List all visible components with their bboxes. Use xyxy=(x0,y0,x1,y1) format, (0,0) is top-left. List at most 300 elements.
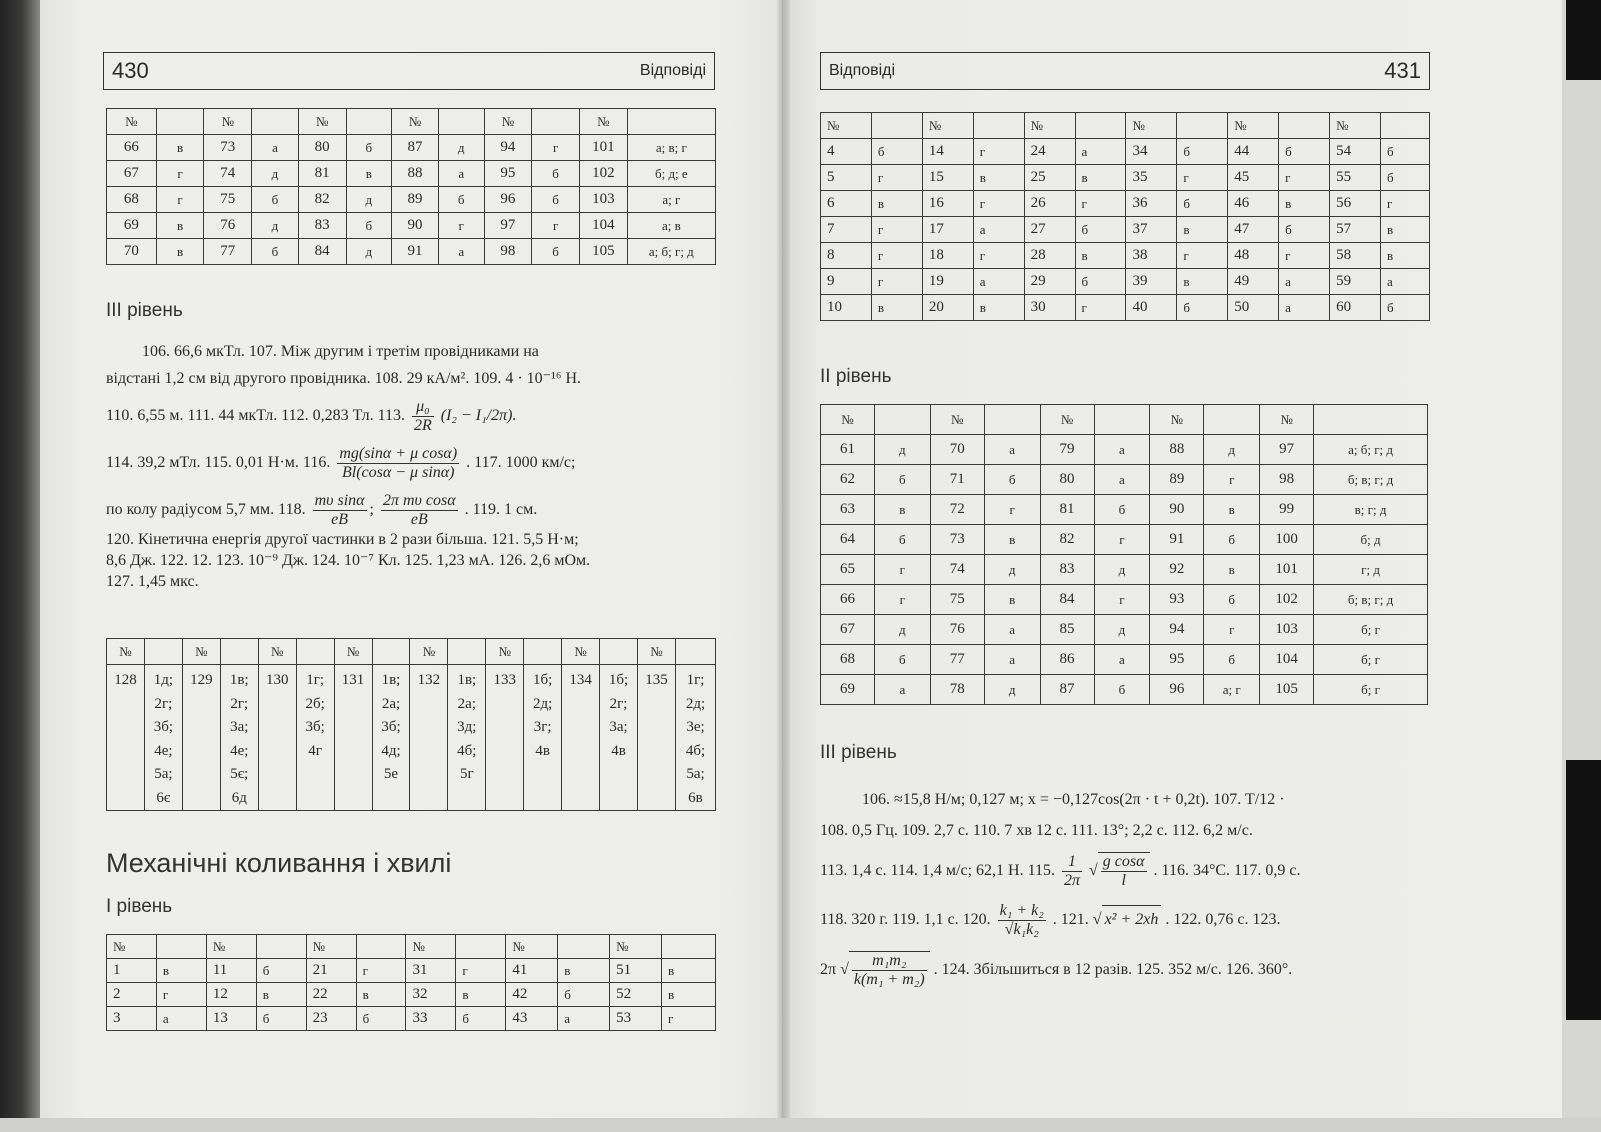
match-entry: 5г xyxy=(460,766,474,782)
match-entry: 5а; xyxy=(686,766,705,782)
table-cell: 97 xyxy=(1260,435,1314,465)
table-cell: 100 xyxy=(1260,525,1314,555)
answers-table-matching xyxy=(106,638,716,811)
table-cell: 87 xyxy=(1040,675,1094,705)
formula-denominator: 2R xyxy=(413,417,432,434)
table-row xyxy=(821,139,1430,165)
table-cell: 1 xyxy=(107,959,157,983)
table-cell: г xyxy=(1177,243,1228,269)
table-cell xyxy=(256,935,306,959)
table-cell: 94 xyxy=(1150,615,1204,645)
table-cell: 132 xyxy=(410,665,448,811)
table-cell xyxy=(438,109,484,135)
table-cell: г xyxy=(156,983,206,1007)
table-cell: в xyxy=(874,495,930,525)
table-cell: г xyxy=(1279,165,1330,191)
table-cell: № xyxy=(107,109,157,135)
table-cell: 52 xyxy=(610,983,662,1007)
table-cell: 84 xyxy=(298,239,346,265)
table-cell: г xyxy=(973,243,1024,269)
table-cell: 70 xyxy=(930,435,984,465)
table-cell xyxy=(524,639,562,665)
table-cell: 68 xyxy=(821,645,875,675)
table-cell: 102 xyxy=(1260,585,1314,615)
match-entry: 2д; xyxy=(685,695,706,712)
table-cell: 49 xyxy=(1228,269,1279,295)
table-cell: 48 xyxy=(1228,243,1279,269)
table-header-row xyxy=(821,113,1430,139)
table-cell: б xyxy=(1380,139,1429,165)
table-cell xyxy=(220,639,258,665)
table-row xyxy=(821,495,1428,525)
table-cell: 65 xyxy=(821,555,875,585)
table-cell: 14 xyxy=(922,139,973,165)
table-cell: 82 xyxy=(1040,525,1094,555)
table-cell: 133 xyxy=(486,665,524,811)
match-entry: 6д xyxy=(231,789,247,806)
table-cell: 135 xyxy=(638,665,676,811)
table-cell xyxy=(532,109,580,135)
table-row xyxy=(107,983,716,1007)
table-cell: д xyxy=(984,555,1040,585)
table-cell: № xyxy=(204,109,252,135)
table-cell: б xyxy=(1177,295,1228,321)
table-cell xyxy=(346,109,392,135)
table-cell: г xyxy=(1075,295,1126,321)
table-cell: 33 xyxy=(406,1007,456,1031)
match-entry: 2г; xyxy=(609,695,628,712)
table-cell: в xyxy=(984,525,1040,555)
table-cell: 73 xyxy=(930,525,984,555)
table-cell: в xyxy=(984,585,1040,615)
table-cell: 88 xyxy=(392,161,439,187)
table-row xyxy=(821,191,1430,217)
table-cell xyxy=(662,935,716,959)
table-cell: 41 xyxy=(506,959,558,983)
table-cell: б xyxy=(532,161,580,187)
table-cell: 3 xyxy=(107,1007,157,1031)
table-cell: 103 xyxy=(1260,615,1314,645)
table-cell xyxy=(600,639,638,665)
table-cell: 101 xyxy=(579,135,627,161)
table-cell: 85 xyxy=(1040,615,1094,645)
table-cell: 34 xyxy=(1126,139,1177,165)
table-cell: в xyxy=(1204,555,1260,585)
table-cell: г xyxy=(871,217,922,243)
table-cell: 98 xyxy=(484,239,532,265)
match-entry: 1д; xyxy=(153,672,174,688)
table-row xyxy=(821,585,1428,615)
table-cell: д xyxy=(252,161,299,187)
table-cell: 105 xyxy=(1260,675,1314,705)
table-cell: № xyxy=(410,639,448,665)
table-cell: 11 xyxy=(206,959,256,983)
table-cell: а xyxy=(438,161,484,187)
match-entry: 4б; xyxy=(685,742,706,759)
table-cell: 24 xyxy=(1024,139,1075,165)
formula-numerator: 1 xyxy=(1062,853,1082,872)
table-cell: г xyxy=(973,191,1024,217)
table-cell: а xyxy=(984,615,1040,645)
table-cell: а xyxy=(973,217,1024,243)
answer-line: по колу радіусом 5,7 мм. 118. $\frac{\text{mυ sinα}}{eB}$ ; $\frac{\text{2π mυ cosα}}{eB}$ . 119. 1 см. xyxy=(106,492,538,528)
table-cell: 96 xyxy=(1150,675,1204,705)
table-row xyxy=(107,161,716,187)
table-cell: г xyxy=(1204,465,1260,495)
answer-text: . 119. 1 см. xyxy=(464,501,538,519)
table-cell: б xyxy=(256,959,306,983)
table-cell: а; г xyxy=(1204,675,1260,705)
table-cell: № xyxy=(258,639,296,665)
table-row xyxy=(821,217,1430,243)
match-entry: 2д; xyxy=(533,695,553,712)
answer-text: 2π xyxy=(820,961,837,979)
match-entry: 3а; xyxy=(609,719,628,735)
table-cell: № xyxy=(1330,113,1381,139)
formula-fraction xyxy=(998,902,1046,939)
table-cell: г xyxy=(1075,191,1126,217)
match-entry: 1г; xyxy=(686,672,705,688)
answer-line xyxy=(820,852,1430,890)
table-cell: б xyxy=(1380,295,1429,321)
table-cell: в xyxy=(1177,269,1228,295)
answer-text: 114. 39,2 мТл. 115. 0,01 Н·м. 116. xyxy=(106,454,331,472)
match-entry: 2б; xyxy=(305,695,325,712)
table-cell: 75 xyxy=(930,585,984,615)
table-cell xyxy=(448,639,486,665)
formula-fraction xyxy=(337,445,459,482)
answer-line: 127. 1,45 мкс. xyxy=(106,573,199,590)
table-cell: д xyxy=(438,135,484,161)
table-cell xyxy=(600,665,638,811)
table-cell xyxy=(296,639,334,665)
table-cell: в xyxy=(456,983,506,1007)
table-cell: 97 xyxy=(484,213,532,239)
table-cell: 99 xyxy=(1260,495,1314,525)
table-cell: а xyxy=(1075,139,1126,165)
table-cell xyxy=(675,665,715,811)
table-cell: в xyxy=(1075,165,1126,191)
table-cell: г; д xyxy=(1314,555,1428,585)
sqrt-icon: √ xyxy=(1089,862,1098,880)
table-cell xyxy=(252,109,299,135)
match-entry: 3б; xyxy=(381,719,401,735)
answer-line: 120. Кінетична енергія другої частинки в 2 рази більша. 121. 5,5 Н·м; xyxy=(106,531,579,548)
table-cell: 72 xyxy=(930,495,984,525)
table-cell: б xyxy=(874,465,930,495)
table-cell: № xyxy=(610,935,662,959)
answers-level3-text xyxy=(106,338,718,592)
table-cell: г xyxy=(356,959,406,983)
table-cell: г xyxy=(1094,585,1150,615)
table-cell: 5 xyxy=(821,165,872,191)
table-cell: 8 xyxy=(821,243,872,269)
table-cell: б; д xyxy=(1314,525,1428,555)
table-cell: 80 xyxy=(298,135,346,161)
table-cell: 105 xyxy=(579,239,627,265)
table-cell: 129 xyxy=(182,665,220,811)
table-cell: в; г; д xyxy=(1314,495,1428,525)
table-cell: 74 xyxy=(204,161,252,187)
answer-text: 113. 1,4 с. 114. 1,4 м/с; 62,1 Н. 115. xyxy=(820,862,1055,880)
table-cell: 71 xyxy=(930,465,984,495)
table-cell: г xyxy=(1204,615,1260,645)
table-cell: № xyxy=(406,935,456,959)
table-cell: б xyxy=(252,239,299,265)
table-cell: 91 xyxy=(392,239,439,265)
table-cell: № xyxy=(484,109,532,135)
table-cell: № xyxy=(182,639,220,665)
table-cell: 81 xyxy=(298,161,346,187)
table-cell: 28 xyxy=(1024,243,1075,269)
table-cell: 80 xyxy=(1040,465,1094,495)
formula-radicand: x² + 2xh xyxy=(1102,905,1162,933)
table-cell: № xyxy=(1024,113,1075,139)
answers-table-level2 xyxy=(820,404,1428,705)
page-number: 430 xyxy=(112,58,149,83)
table-row xyxy=(821,645,1428,675)
table-cell: а; б; г; д xyxy=(627,239,715,265)
match-entry: 5а; xyxy=(154,766,173,782)
sqrt-icon: √ xyxy=(1092,911,1102,929)
table-cell: в xyxy=(1380,217,1429,243)
table-cell: 15 xyxy=(922,165,973,191)
table-cell: в xyxy=(1279,191,1330,217)
table-cell: а xyxy=(558,1007,610,1031)
table-cell: б; д; е xyxy=(627,161,715,187)
table-cell: 68 xyxy=(107,187,157,213)
table-cell: 87 xyxy=(392,135,439,161)
answers-table-level1-cont xyxy=(820,112,1430,321)
table-cell: 63 xyxy=(821,495,875,525)
table-cell: а xyxy=(1094,645,1150,675)
table-cell: № xyxy=(922,113,973,139)
answer-line: 106. ≈15,8 Н/м; 0,127 м; x = −0,127cos(2π · t + 0,2t). 107. T/12 · xyxy=(862,791,1285,808)
table-cell: 57 xyxy=(1330,217,1381,243)
section-title-level3: III рівень xyxy=(820,742,897,763)
formula-fraction xyxy=(412,398,434,435)
match-entry: 4в xyxy=(611,742,626,759)
table-cell: а xyxy=(1380,269,1429,295)
table-cell: б xyxy=(1094,495,1150,525)
table-cell: в xyxy=(1075,243,1126,269)
table-cell xyxy=(984,405,1040,435)
scan-bottom-edge xyxy=(0,1118,1601,1132)
table-cell xyxy=(156,935,206,959)
table-cell: в xyxy=(156,135,204,161)
table-row xyxy=(821,525,1428,555)
table-cell: № xyxy=(392,109,439,135)
table-header-row xyxy=(107,109,716,135)
table-cell xyxy=(1094,405,1150,435)
table-cell: 39 xyxy=(1126,269,1177,295)
answer-text: . 117. 1000 км/с; xyxy=(466,454,576,472)
formula-radicand xyxy=(849,951,930,989)
answer-line: 106. 66,6 мкТл. 107. Між другим і третім провідниками на xyxy=(142,343,539,360)
table-cell: 62 xyxy=(821,465,875,495)
table-row xyxy=(107,213,716,239)
table-cell: б xyxy=(1380,165,1429,191)
book-spine-shadow xyxy=(0,0,40,1132)
table-cell: в xyxy=(871,191,922,217)
table-cell xyxy=(558,935,610,959)
table-cell: 92 xyxy=(1150,555,1204,585)
table-cell: 69 xyxy=(107,213,157,239)
table-cell: б xyxy=(1177,191,1228,217)
table-row xyxy=(107,665,716,811)
match-entry: 5є; xyxy=(230,766,249,782)
table-cell: 53 xyxy=(610,1007,662,1031)
table-cell: а xyxy=(1094,435,1150,465)
match-entry: 3г; xyxy=(533,719,552,735)
table-cell: б xyxy=(1094,675,1150,705)
table-cell: 101 xyxy=(1260,555,1314,585)
table-cell: № xyxy=(107,935,157,959)
table-cell: а xyxy=(252,135,299,161)
table-cell: в xyxy=(156,959,206,983)
table-cell: 102 xyxy=(579,161,627,187)
table-cell: д xyxy=(346,187,392,213)
formula-radicand xyxy=(1098,852,1150,890)
table-cell: в xyxy=(356,983,406,1007)
table-cell: б xyxy=(438,187,484,213)
table-cell: б; г xyxy=(1314,645,1428,675)
table-cell: в xyxy=(662,983,716,1007)
match-entry: 1в; xyxy=(229,672,249,688)
table-cell: г xyxy=(871,165,922,191)
table-cell: 17 xyxy=(922,217,973,243)
table-cell: а; в; г xyxy=(627,135,715,161)
table-cell: 16 xyxy=(922,191,973,217)
table-row xyxy=(107,135,716,161)
table-cell: в xyxy=(156,213,204,239)
table-cell: 91 xyxy=(1150,525,1204,555)
table-row xyxy=(821,165,1430,191)
table-cell: № xyxy=(298,109,346,135)
match-entry: 3е; xyxy=(686,719,705,735)
table-cell xyxy=(356,935,406,959)
formula-numerator: 2π mυ cosα xyxy=(382,492,456,509)
table-row xyxy=(107,239,716,265)
table-cell: 130 xyxy=(258,665,296,811)
table-cell: № xyxy=(306,935,356,959)
formula-numerator: mυ sinα xyxy=(314,492,365,509)
match-entry: 3б; xyxy=(305,719,325,735)
match-entry: 6в xyxy=(688,789,703,806)
page-number: 431 xyxy=(1384,58,1421,83)
table-cell: № xyxy=(638,639,676,665)
match-entry: 1г; xyxy=(306,672,325,688)
table-cell: 55 xyxy=(1330,165,1381,191)
table-cell: 56 xyxy=(1330,191,1381,217)
table-cell: а xyxy=(1279,295,1330,321)
table-cell: б xyxy=(874,525,930,555)
table-cell: 64 xyxy=(821,525,875,555)
page-header-left xyxy=(103,52,715,90)
table-cell xyxy=(1177,113,1228,139)
table-cell: г xyxy=(1094,525,1150,555)
table-cell: № xyxy=(1150,405,1204,435)
table-cell: 67 xyxy=(821,615,875,645)
table-cell xyxy=(156,109,204,135)
table-cell xyxy=(874,405,930,435)
table-cell: 2 xyxy=(107,983,157,1007)
table-cell: 27 xyxy=(1024,217,1075,243)
table-cell: г xyxy=(1279,243,1330,269)
table-cell: 61 xyxy=(821,435,875,465)
answer-line xyxy=(820,951,1430,989)
table-cell xyxy=(524,665,562,811)
book-gutter-shadow xyxy=(776,0,790,1118)
table-cell: 43 xyxy=(506,1007,558,1031)
page-header-title: Відповіді xyxy=(829,62,896,79)
table-cell: 78 xyxy=(930,675,984,705)
table-cell: 69 xyxy=(821,675,875,705)
table-cell: 96 xyxy=(484,187,532,213)
formula-numerator: m₁m₂ xyxy=(852,952,927,971)
table-cell: а xyxy=(1094,465,1150,495)
table-cell xyxy=(456,935,506,959)
table-cell: 21 xyxy=(306,959,356,983)
table-cell: б xyxy=(356,1007,406,1031)
table-cell: д xyxy=(346,239,392,265)
table-cell: № xyxy=(579,109,627,135)
table-cell xyxy=(448,665,486,811)
table-cell: б xyxy=(1204,585,1260,615)
table-cell: 42 xyxy=(506,983,558,1007)
match-entry: 4е; xyxy=(230,742,249,759)
table-cell: 82 xyxy=(298,187,346,213)
table-cell: г xyxy=(156,161,204,187)
scan-edge-mark xyxy=(1566,760,1601,1020)
table-cell: 70 xyxy=(107,239,157,265)
table-cell: в xyxy=(256,983,306,1007)
table-row xyxy=(821,269,1430,295)
table-row xyxy=(821,555,1428,585)
table-cell xyxy=(973,113,1024,139)
table-cell: № xyxy=(506,935,558,959)
table-cell: 74 xyxy=(930,555,984,585)
table-cell xyxy=(1204,405,1260,435)
table-cell: б xyxy=(1204,525,1260,555)
table-cell: в xyxy=(558,959,610,983)
table-cell: 13 xyxy=(206,1007,256,1031)
table-cell: б xyxy=(1177,139,1228,165)
sqrt-icon: √ xyxy=(840,961,849,979)
table-cell: б xyxy=(558,983,610,1007)
match-entry: 1в; xyxy=(457,672,477,688)
answer-text: . 116. 34°С. 117. 0,9 с. xyxy=(1153,862,1301,880)
table-cell: 73 xyxy=(204,135,252,161)
table-cell: д xyxy=(252,213,299,239)
table-cell: а xyxy=(156,1007,206,1031)
table-cell: г xyxy=(1380,191,1429,217)
table-cell: а xyxy=(874,675,930,705)
table-cell: № xyxy=(107,639,145,665)
table-cell: б xyxy=(871,139,922,165)
table-cell: № xyxy=(1260,405,1314,435)
answer-text: 118. 320 г. 119. 1,1 с. 120. xyxy=(820,911,991,929)
table-cell: 12 xyxy=(206,983,256,1007)
table-cell: б; в; г; д xyxy=(1314,585,1428,615)
table-cell: 88 xyxy=(1150,435,1204,465)
answers-table-level2-cont xyxy=(106,108,716,265)
match-entry: 2г; xyxy=(230,695,249,712)
table-row xyxy=(107,1007,716,1031)
table-cell: 89 xyxy=(392,187,439,213)
table-cell: 75 xyxy=(204,187,252,213)
table-cell: 29 xyxy=(1024,269,1075,295)
